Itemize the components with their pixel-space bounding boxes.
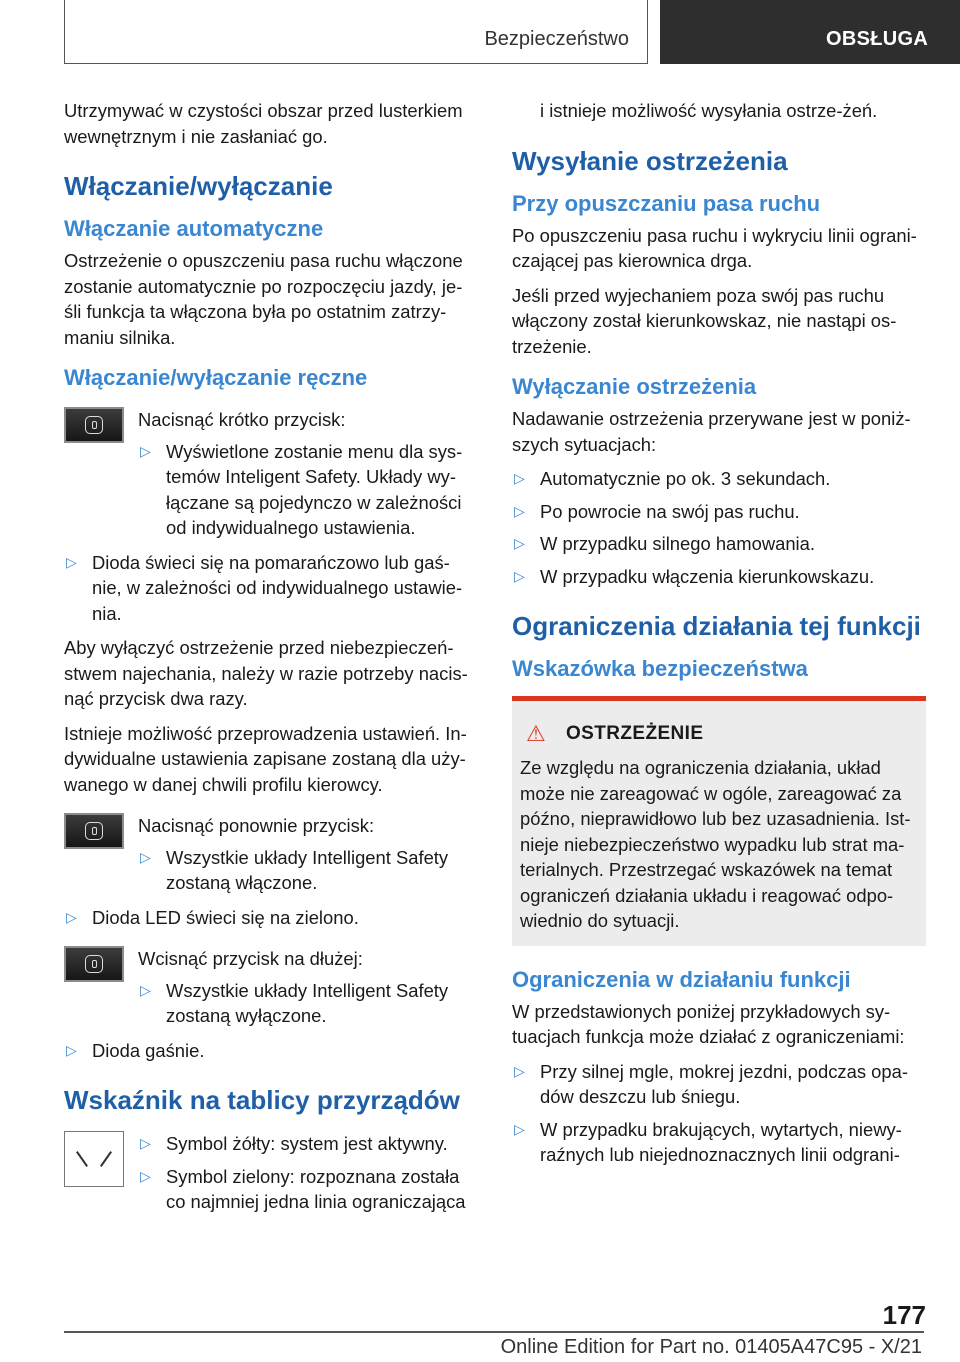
- paragraph-leave-1: Po opuszczeniu pasa ruchu i wykryciu linii ograni-czającej pas kierownica drga.: [512, 224, 917, 271]
- assist-button-icon: [85, 416, 103, 434]
- warning-text: Ze względu na ograniczenia działania, układ może nie zareagować w ogóle, zareagować za późno, nieprawidłowo lub bez uzasadnienia. Ist-nieje niebezpieczeństwo wypadku lub strat ma-terialnych. Przestrzegać wskazówek na temat ograniczeń działania układu i reagować odpo-wiednio do sytuacji.: [520, 757, 911, 931]
- left-column: [64, 98, 478, 1224]
- list-item: ▷ Po powrocie na swój pas ruchu.: [512, 499, 926, 525]
- list-item: ▷ Przy silnej mgle, mokrej jezdni, podczas opa-dów deszczu lub śniegu.: [512, 1059, 926, 1110]
- assist-button-image: [64, 813, 124, 849]
- assist-button-icon: [85, 955, 103, 973]
- paragraph-auto: Ostrzeżenie o opuszczeniu pasa ruchu włączone zostanie automatycznie po rozpoczęciu jazdy, je-śli funkcja ta włączona była po ostatnim zatrzy-maniu silnika.: [64, 250, 463, 348]
- page-number: 177: [882, 1300, 926, 1330]
- step-press-short: [64, 407, 478, 550]
- assist-button-image: [64, 946, 124, 982]
- list-item: ▷ Dioda LED świeci się na zielono.: [64, 905, 478, 931]
- paragraph-func-limits: W przedstawionych poniżej przykładowych sy-tuacjach funkcja może działać z ograniczeniami:: [512, 1000, 905, 1047]
- list-item: ▷ Automatycznie po ok. 3 sekundach.: [512, 466, 926, 492]
- header-frame: [64, 0, 648, 64]
- list-item: ▷ Symbol zielony: rozpoznana została co najmniej jedna linia ograniczająca: [138, 1164, 478, 1215]
- step-press-again: [64, 813, 478, 905]
- list-item: ▷ Wszystkie układy Intelligent Safety zostaną wyłączone.: [138, 978, 478, 1029]
- step-press-long: [64, 946, 478, 1038]
- right-column: [512, 98, 926, 1177]
- assist-button-image: [64, 407, 124, 443]
- list-item: ▷ W przypadku brakujących, wytartych, niewy-raźnych lub niejednoznacznych linii odgrani-: [512, 1117, 926, 1168]
- paragraph-turn-off: Aby wyłączyć ostrzeżenie przed niebezpieczeń-stwem najechania, należy w razie potrzeby nacis-nąć przycisk dwa razy.: [64, 637, 468, 709]
- footer-edition: Online Edition for Part no. 01405A47C95 - X/21: [500, 1336, 922, 1358]
- assist-button-icon: [85, 822, 103, 840]
- heading-leave-lane: Przy opuszczaniu pasa ruchu: [512, 190, 821, 216]
- continued-text: i istnieje możliwość wysyłania ostrze-żeń.: [540, 100, 878, 121]
- list-item: ▷ Wyświetlone zostanie menu dla sys-temów Inteligent Safety. Układy wy-łączane są pojedynczo w zależności od indywidualnego ustawienia.: [138, 439, 478, 541]
- intro-paragraph: Utrzymywać w czystości obszar przed lusterkiem wewnętrznym i nie zasłaniać go.: [64, 100, 463, 147]
- heading-safety: Wskazówka bezpieczeństwa: [512, 656, 808, 681]
- heading-on-off: Włączanie/wyłączanie: [64, 171, 333, 201]
- list-item: ▷ Symbol żółty: system jest aktywny.: [138, 1131, 478, 1157]
- heading-indicator: Wskaźnik na tablicy przyrządów: [64, 1085, 460, 1115]
- step-text: Wcisnąć przycisk na dłużej:: [138, 948, 363, 969]
- list-item: ▷ Wszystkie układy Intelligent Safety zostaną włączone.: [138, 845, 478, 896]
- list-item: ▷ W przypadku włączenia kierunkowskazu.: [512, 564, 926, 590]
- header-tab: OBSŁUGA: [660, 0, 960, 64]
- list-item: ▷ W przypadku silnego hamowania.: [512, 531, 926, 557]
- step-text: Nacisnąć ponownie przycisk:: [138, 815, 375, 836]
- step-text: Nacisnąć krótko przycisk:: [138, 409, 346, 430]
- heading-auto: Włączanie automatyczne: [64, 216, 324, 241]
- warning-triangle-icon: ⚠: [526, 721, 546, 746]
- heading-manual: Włączanie/wyłączanie ręczne: [64, 365, 368, 390]
- paragraph-settings: Istnieje możliwość przeprowadzenia ustawień. In-dywidualne ustawienia zapisane zostaną dla uży-wanego w danej chwili profilu kierowcy.: [64, 722, 467, 795]
- paragraph-disable: Nadawanie ostrzeżenia przerywane jest w poniż-szych sytuacjach:: [512, 408, 911, 455]
- list-item: ▷ Dioda świeci się na pomarańczowo lub gaś-nie, w zależności od indywidualnego ustawie-nia.: [64, 550, 478, 627]
- indicator-step: [64, 1131, 478, 1224]
- warning-box: [512, 696, 926, 946]
- heading-disable: Wyłączanie ostrzeżenia: [512, 374, 757, 399]
- list-item: ▷ Dioda gaśnie.: [64, 1038, 478, 1064]
- footer-divider: [64, 1331, 924, 1333]
- header-section-title: Bezpieczeństwo: [484, 28, 629, 50]
- heading-func-limits: Ograniczenia w działaniu funkcji: [512, 966, 851, 992]
- heading-send: Wysyłanie ostrzeżenia: [512, 145, 788, 176]
- lane-departure-icon: [64, 1131, 124, 1187]
- heading-limits: Ograniczenia działania tej funkcji: [512, 611, 921, 641]
- paragraph-leave-2: Jeśli przed wyjechaniem poza swój pas ruchu włączony został kierunkowskaz, nie nastąpi os-trzeżenie.: [512, 284, 897, 357]
- warning-title: OSTRZEŻENIE: [566, 723, 704, 744]
